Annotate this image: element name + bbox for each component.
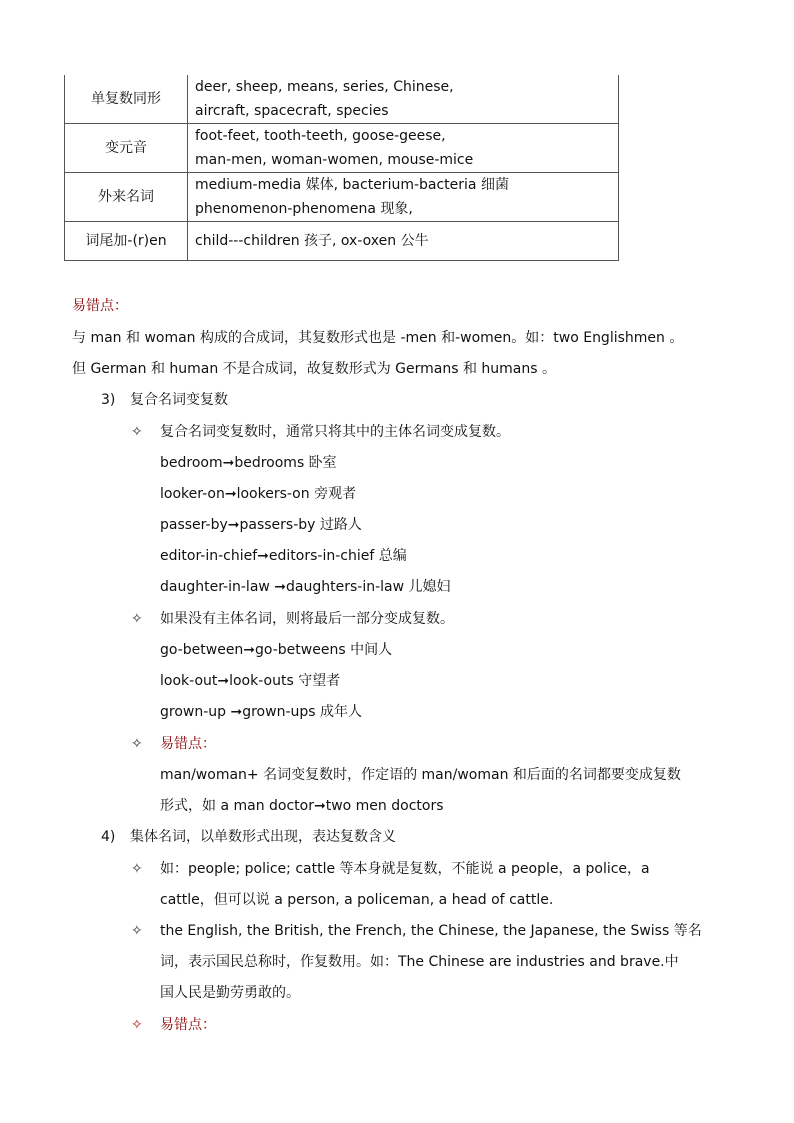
table-cell-line: man-men, woman-women, mouse-mice: [195, 152, 474, 168]
table-items-cell: [188, 173, 619, 222]
table-row: [65, 173, 619, 222]
table-category-cell: 词尾加-(r)en: [65, 222, 188, 261]
diamond-bullet-icon: ✧: [131, 611, 143, 627]
note-text-line: man/woman+ 名词变复数时，作定语的 man/woman 和后面的名词都要变成复数: [160, 767, 681, 783]
rule-text: 如果没有主体名词，则将最后一部分变成复数。: [160, 611, 454, 627]
item-text-line: 国人民是勤劳勇敢的。: [160, 985, 300, 1001]
example-line: look-out➞look-outs 守望者: [160, 673, 341, 689]
table-items-cell: [188, 75, 619, 124]
example-line: daughter-in-law ➞daughters-in-law 儿媳妇: [160, 579, 451, 595]
table-items-cell: [188, 222, 619, 261]
section-number: 4): [101, 829, 116, 845]
note-title: 易错点：: [72, 298, 128, 314]
example-line: editor-in-chief➞editors-in-chief 总编: [160, 548, 407, 564]
table-category-cell: 变元音: [65, 124, 188, 173]
note-text-line: 与 man 和 woman 构成的合成词，其复数形式也是 -men 和-women。如：two Englishmen 。: [72, 330, 684, 346]
table-cell-line: child---children 孩子, ox-oxen 公牛: [195, 233, 429, 249]
rule-text: 复合名词变复数时，通常只将其中的主体名词变成复数。: [160, 424, 510, 440]
table-row: [65, 222, 619, 261]
table-category-cell: 外来名词: [65, 173, 188, 222]
section-number: 3): [101, 392, 116, 408]
table-cell-line: aircraft, spacecraft, species: [195, 103, 389, 119]
diamond-bullet-icon: ✧: [131, 736, 143, 752]
note-title: 易错点：: [160, 1017, 216, 1033]
table-row: [65, 75, 619, 124]
note-text-line: 形式，如 a man doctor➞two men doctors: [160, 798, 444, 814]
table-items-cell: [188, 124, 619, 173]
item-text-line: 词，表示国民总称时，作复数用。如：The Chinese are industries and brave.中: [160, 954, 679, 970]
diamond-bullet-icon: ✧: [131, 424, 143, 440]
table-cell-line: deer, sheep, means, series, Chinese,: [195, 79, 454, 95]
diamond-bullet-icon: ✧: [131, 1017, 143, 1033]
irregular-plural-table: [64, 75, 619, 261]
item-text-line: 如：people; police; cattle 等本身就是复数，不能说 a people，a police，a: [160, 861, 650, 877]
item-text-line: cattle，但可以说 a person, a policeman, a head of cattle.: [160, 892, 554, 908]
example-line: grown-up ➞grown-ups 成年人: [160, 704, 362, 720]
note-title: 易错点：: [160, 736, 216, 752]
table-cell-line: foot-feet, tooth-teeth, goose-geese,: [195, 128, 446, 144]
table-cell-line: medium-media 媒体, bacterium-bacteria 细菌: [195, 177, 509, 193]
table-row: [65, 124, 619, 173]
example-line: looker-on➞lookers-on 旁观者: [160, 486, 357, 502]
item-text-line: the English, the British, the French, the Chinese, the Japanese, the Swiss 等名: [160, 923, 702, 939]
table-category-cell: 单复数同形: [65, 75, 188, 124]
example-line: bedroom➞bedrooms 卧室: [160, 455, 337, 471]
section-title: 集体名词，以单数形式出现，表达复数含义: [130, 829, 396, 845]
diamond-bullet-icon: ✧: [131, 923, 143, 939]
example-line: go-between➞go-betweens 中间人: [160, 642, 393, 658]
example-line: passer-by➞passers-by 过路人: [160, 517, 362, 533]
note-text-line: 但 German 和 human 不是合成词，故复数形式为 Germans 和 humans 。: [72, 361, 556, 377]
table-cell-line: phenomenon-phenomena 现象,: [195, 201, 413, 217]
section-title: 复合名词变复数: [130, 392, 228, 408]
diamond-bullet-icon: ✧: [131, 861, 143, 877]
